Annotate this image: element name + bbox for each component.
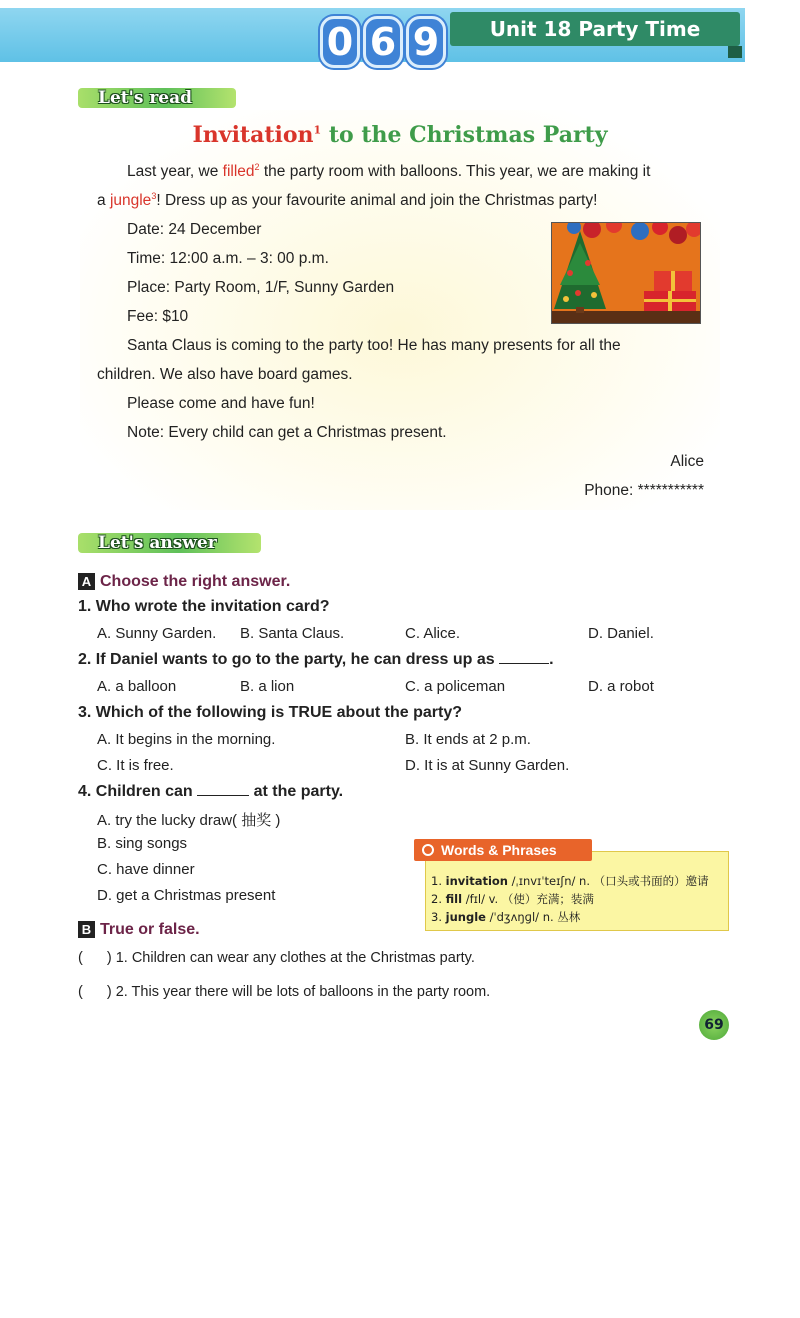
vocab-word: filled: [222, 163, 255, 181]
unit-tab-fold: [728, 46, 742, 58]
question-4: [78, 783, 343, 801]
section-b-heading: [78, 921, 200, 939]
option: A. It begins in the morning.: [97, 731, 276, 748]
christmas-illustration: [551, 222, 701, 324]
statement-text: ) 1. Children can wear any clothes at the Christmas party.: [106, 950, 475, 966]
option: B. sing songs: [97, 835, 188, 852]
true-false-item: [78, 950, 475, 966]
entry-word: jungle: [445, 910, 486, 924]
option: A. a balloon: [97, 678, 177, 695]
true-false-item: [78, 984, 490, 1000]
footnote-mark: 3: [151, 191, 157, 201]
option: D. get a Christmas present: [97, 887, 276, 904]
section-letter: B: [78, 921, 95, 938]
question-text: .: [549, 651, 554, 668]
section-letter: A: [78, 573, 95, 590]
paragraph-line: [127, 162, 650, 181]
text: Last year, we: [127, 163, 223, 181]
vocab-entry: [431, 891, 594, 907]
text: the party room with balloons. This year, we are making it: [259, 163, 651, 181]
entry-definition: /ˈdʒʌŋɡl/ n. 丛林: [485, 910, 581, 924]
circle-icon: [422, 844, 434, 856]
paragraph-line: Santa Claus is coming to the party too! He has many presents for all the: [127, 337, 621, 354]
lets-read-banner: [78, 88, 236, 108]
entry-word: invitation: [445, 874, 508, 888]
answer-blank[interactable]: [499, 663, 549, 664]
statement-text: ) 2. This year there will be lots of balloons in the party room.: [106, 984, 491, 1000]
paragraph-line: Note: Every child can get a Christmas present.: [127, 424, 447, 441]
section-a-heading: [78, 573, 290, 591]
option: C. have dinner: [97, 861, 195, 878]
phone-line: Phone: ***********: [584, 482, 704, 499]
paragraph-line: children. We also have board games.: [97, 366, 353, 383]
title-word: Invitation: [192, 122, 314, 148]
vocab-word: jungle: [109, 192, 152, 210]
invitation-title: [0, 122, 800, 148]
text: a: [97, 192, 110, 210]
words-phrases-label: Words & Phrases: [441, 842, 557, 858]
option: C. a policeman: [405, 678, 506, 695]
question-text: 2. If Daniel wants to go to the party, he can dress up as: [78, 651, 495, 668]
title-rest: to the Christmas Party: [321, 122, 608, 148]
entry-number: 3.: [431, 910, 442, 924]
lets-read-label: Let's read: [98, 88, 192, 108]
page-number-badge: [320, 16, 446, 66]
option: D. It is at Sunny Garden.: [405, 757, 570, 774]
section-b-title: True or false.: [100, 921, 200, 938]
paragraph-line: [97, 191, 597, 210]
option: A. try the lucky draw( 抽奖 ): [97, 812, 281, 829]
page-digit: 6: [363, 16, 403, 68]
text: ! Dress up as your favourite animal and join the Christmas party!: [156, 192, 598, 210]
paragraph-line: Please come and have fun!: [127, 395, 315, 412]
footnote-mark: 2: [254, 162, 260, 172]
answer-paren[interactable]: (: [78, 984, 83, 1000]
party-fee: Fee: $10: [127, 308, 189, 325]
lets-answer-banner: [78, 533, 261, 553]
title-footnote: 1: [313, 123, 322, 137]
entry-word: fill: [445, 892, 463, 906]
vocab-entry: [431, 873, 709, 889]
answer-blank[interactable]: [197, 795, 249, 796]
page-number-footer: 69: [699, 1010, 729, 1040]
signature: Alice: [670, 453, 704, 470]
option: B. Santa Claus.: [240, 625, 345, 642]
option: C. It is free.: [97, 757, 174, 774]
lets-answer-label: Let's answer: [98, 533, 217, 553]
vocab-entry: [431, 909, 580, 925]
option: A. Sunny Garden.: [97, 625, 217, 642]
answer-paren[interactable]: (: [78, 950, 83, 966]
entry-number: 2.: [431, 892, 442, 906]
option: B. a lion: [240, 678, 295, 695]
option: C. Alice.: [405, 625, 461, 642]
entry-number: 1.: [431, 874, 442, 888]
page-digit: 0: [320, 16, 360, 68]
party-time: Time: 12:00 a.m. – 3: 00 p.m.: [127, 250, 329, 267]
question-2: [78, 651, 554, 669]
section-a-title: Choose the right answer.: [100, 573, 291, 590]
entry-definition: /fɪl/ v. （使）充满；装满: [462, 892, 594, 906]
option: D. Daniel.: [588, 625, 654, 642]
question-1: 1. Who wrote the invitation card?: [78, 598, 330, 615]
party-date: Date: 24 December: [127, 221, 262, 238]
party-place: Place: Party Room, 1/F, Sunny Garden: [127, 279, 395, 296]
question-3: 3. Which of the following is TRUE about the party?: [78, 704, 462, 721]
question-text: at the party.: [253, 783, 344, 800]
unit-title: Unit 18 Party Time: [450, 12, 740, 46]
words-phrases-tab: [414, 839, 592, 861]
page-digit: 9: [406, 16, 446, 68]
option: B. It ends at 2 p.m.: [405, 731, 531, 748]
christmas-scene-image: [552, 223, 700, 323]
question-text: 4. Children can: [78, 783, 193, 800]
entry-definition: /ˌɪnvɪˈteɪʃn/ n. （口头或书面的）邀请: [508, 874, 709, 888]
option: D. a robot: [588, 678, 654, 695]
